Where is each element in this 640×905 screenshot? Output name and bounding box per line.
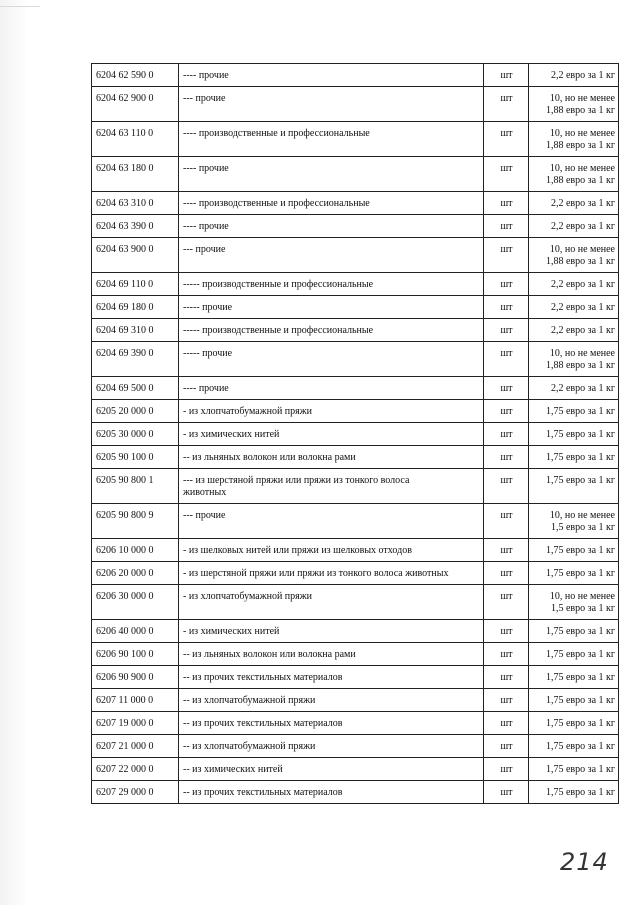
table-row <box>92 423 619 446</box>
code-cell: 6207 21 000 0 <box>92 735 179 758</box>
unit-cell: шт <box>484 400 529 423</box>
table-row <box>92 377 619 400</box>
description-cell: - из шелковых нитей или пряжи из шелковых отходов <box>179 539 484 562</box>
table-row <box>92 781 619 804</box>
description-cell: -- из прочих текстильных материалов <box>179 712 484 735</box>
description-cell: ----- прочие <box>179 342 484 377</box>
code-cell: 6204 63 390 0 <box>92 215 179 238</box>
rate-cell: 10, но не менее 1,88 евро за 1 кг <box>529 87 619 122</box>
rate-cell: 2,2 евро за 1 кг <box>529 64 619 87</box>
code-cell: 6206 90 900 0 <box>92 666 179 689</box>
code-cell: 6206 40 000 0 <box>92 620 179 643</box>
scan-artifact-line <box>0 6 40 7</box>
code-cell: 6204 63 180 0 <box>92 157 179 192</box>
table-row <box>92 296 619 319</box>
description-cell: ----- производственные и профессиональные <box>179 273 484 296</box>
unit-cell: шт <box>484 122 529 157</box>
description-cell: -- из прочих текстильных материалов <box>179 666 484 689</box>
rate-cell: 10, но не менее 1,88 евро за 1 кг <box>529 122 619 157</box>
rate-cell: 1,75 евро за 1 кг <box>529 562 619 585</box>
unit-cell: шт <box>484 342 529 377</box>
description-cell: --- прочие <box>179 504 484 539</box>
table-row <box>92 400 619 423</box>
description-cell: ----- прочие <box>179 296 484 319</box>
table-row <box>92 446 619 469</box>
description-cell: - из хлопчатобумажной пряжи <box>179 400 484 423</box>
description-cell: - из химических нитей <box>179 620 484 643</box>
code-cell: 6207 29 000 0 <box>92 781 179 804</box>
table-row <box>92 689 619 712</box>
code-cell: 6204 69 110 0 <box>92 273 179 296</box>
rate-cell: 1,75 евро за 1 кг <box>529 758 619 781</box>
rate-cell: 1,75 евро за 1 кг <box>529 666 619 689</box>
table-row <box>92 620 619 643</box>
table-row <box>92 758 619 781</box>
rate-cell: 10, но не менее 1,88 евро за 1 кг <box>529 342 619 377</box>
table-row <box>92 192 619 215</box>
unit-cell: шт <box>484 423 529 446</box>
table-row <box>92 666 619 689</box>
description-cell: ---- прочие <box>179 215 484 238</box>
unit-cell: шт <box>484 215 529 238</box>
code-cell: 6206 30 000 0 <box>92 585 179 620</box>
table-row <box>92 319 619 342</box>
rate-cell: 2,2 евро за 1 кг <box>529 273 619 296</box>
code-cell: 6206 90 100 0 <box>92 643 179 666</box>
unit-cell: шт <box>484 377 529 400</box>
unit-cell: шт <box>484 620 529 643</box>
code-cell: 6206 10 000 0 <box>92 539 179 562</box>
unit-cell: шт <box>484 192 529 215</box>
unit-cell: шт <box>484 758 529 781</box>
handwritten-page-number: 214 <box>560 848 609 876</box>
table-row <box>92 215 619 238</box>
table-row <box>92 469 619 504</box>
rate-cell: 1,75 евро за 1 кг <box>529 423 619 446</box>
unit-cell: шт <box>484 469 529 504</box>
code-cell: 6204 62 900 0 <box>92 87 179 122</box>
unit-cell: шт <box>484 157 529 192</box>
code-cell: 6204 69 310 0 <box>92 319 179 342</box>
unit-cell: шт <box>484 781 529 804</box>
description-cell: - из хлопчатобумажной пряжи <box>179 585 484 620</box>
description-cell: - из шерстяной пряжи или пряжи из тонкого волоса животных <box>179 562 484 585</box>
rate-cell: 2,2 евро за 1 кг <box>529 377 619 400</box>
code-cell: 6205 90 800 1 <box>92 469 179 504</box>
table-row <box>92 87 619 122</box>
unit-cell: шт <box>484 735 529 758</box>
unit-cell: шт <box>484 666 529 689</box>
table-row <box>92 64 619 87</box>
unit-cell: шт <box>484 446 529 469</box>
table-row <box>92 157 619 192</box>
code-cell: 6206 20 000 0 <box>92 562 179 585</box>
unit-cell: шт <box>484 712 529 735</box>
description-cell: --- из шерстяной пряжи или пряжи из тонкого волоса животных <box>179 469 484 504</box>
rate-cell: 10, но не менее 1,5 евро за 1 кг <box>529 504 619 539</box>
unit-cell: шт <box>484 319 529 342</box>
unit-cell: шт <box>484 539 529 562</box>
unit-cell: шт <box>484 296 529 319</box>
code-cell: 6205 20 000 0 <box>92 400 179 423</box>
table-row <box>92 539 619 562</box>
unit-cell: шт <box>484 504 529 539</box>
table-row <box>92 273 619 296</box>
rate-cell: 1,75 евро за 1 кг <box>529 539 619 562</box>
code-cell: 6207 19 000 0 <box>92 712 179 735</box>
code-cell: 6207 11 000 0 <box>92 689 179 712</box>
table-row <box>92 735 619 758</box>
code-cell: 6205 90 800 9 <box>92 504 179 539</box>
rate-cell: 2,2 евро за 1 кг <box>529 296 619 319</box>
rate-cell: 1,75 евро за 1 кг <box>529 446 619 469</box>
code-cell: 6204 63 900 0 <box>92 238 179 273</box>
rate-cell: 1,75 евро за 1 кг <box>529 469 619 504</box>
description-cell: -- из льняных волокон или волокна рами <box>179 643 484 666</box>
unit-cell: шт <box>484 689 529 712</box>
unit-cell: шт <box>484 585 529 620</box>
table-row <box>92 712 619 735</box>
table-row <box>92 504 619 539</box>
unit-cell: шт <box>484 87 529 122</box>
table-row <box>92 643 619 666</box>
rate-cell: 10, но не менее 1,5 евро за 1 кг <box>529 585 619 620</box>
description-cell: ---- производственные и профессиональные <box>179 122 484 157</box>
rate-cell: 1,75 евро за 1 кг <box>529 735 619 758</box>
description-cell: - из химических нитей <box>179 423 484 446</box>
description-cell: --- прочие <box>179 87 484 122</box>
table-row <box>92 562 619 585</box>
rate-cell: 1,75 евро за 1 кг <box>529 712 619 735</box>
rate-cell: 10, но не менее 1,88 евро за 1 кг <box>529 157 619 192</box>
rate-cell: 1,75 евро за 1 кг <box>529 620 619 643</box>
rate-cell: 2,2 евро за 1 кг <box>529 215 619 238</box>
rate-cell: 1,75 евро за 1 кг <box>529 400 619 423</box>
code-cell: 6207 22 000 0 <box>92 758 179 781</box>
rate-cell: 2,2 евро за 1 кг <box>529 192 619 215</box>
description-cell: -- из хлопчатобумажной пряжи <box>179 735 484 758</box>
table-row <box>92 122 619 157</box>
unit-cell: шт <box>484 562 529 585</box>
description-cell: ---- прочие <box>179 377 484 400</box>
code-cell: 6204 69 500 0 <box>92 377 179 400</box>
description-cell: ---- прочие <box>179 157 484 192</box>
description-cell: --- прочие <box>179 238 484 273</box>
description-cell: -- из химических нитей <box>179 758 484 781</box>
unit-cell: шт <box>484 643 529 666</box>
code-cell: 6204 63 310 0 <box>92 192 179 215</box>
unit-cell: шт <box>484 238 529 273</box>
description-cell: ---- прочие <box>179 64 484 87</box>
rate-cell: 1,75 евро за 1 кг <box>529 781 619 804</box>
code-cell: 6205 30 000 0 <box>92 423 179 446</box>
code-cell: 6204 63 110 0 <box>92 122 179 157</box>
unit-cell: шт <box>484 273 529 296</box>
rate-cell: 2,2 евро за 1 кг <box>529 319 619 342</box>
code-cell: 6205 90 100 0 <box>92 446 179 469</box>
table-row <box>92 342 619 377</box>
description-cell: -- из хлопчатобумажной пряжи <box>179 689 484 712</box>
code-cell: 6204 62 590 0 <box>92 64 179 87</box>
code-cell: 6204 69 180 0 <box>92 296 179 319</box>
code-cell: 6204 69 390 0 <box>92 342 179 377</box>
description-cell: -- из прочих текстильных материалов <box>179 781 484 804</box>
rate-cell: 10, но не менее 1,88 евро за 1 кг <box>529 238 619 273</box>
unit-cell: шт <box>484 64 529 87</box>
rate-cell: 1,75 евро за 1 кг <box>529 643 619 666</box>
table-row <box>92 585 619 620</box>
tariff-table-body <box>92 64 619 804</box>
table-row <box>92 238 619 273</box>
description-cell: ---- производственные и профессиональные <box>179 192 484 215</box>
tariff-table <box>91 63 619 804</box>
description-cell: ----- производственные и профессиональные <box>179 319 484 342</box>
rate-cell: 1,75 евро за 1 кг <box>529 689 619 712</box>
description-cell: -- из льняных волокон или волокна рами <box>179 446 484 469</box>
